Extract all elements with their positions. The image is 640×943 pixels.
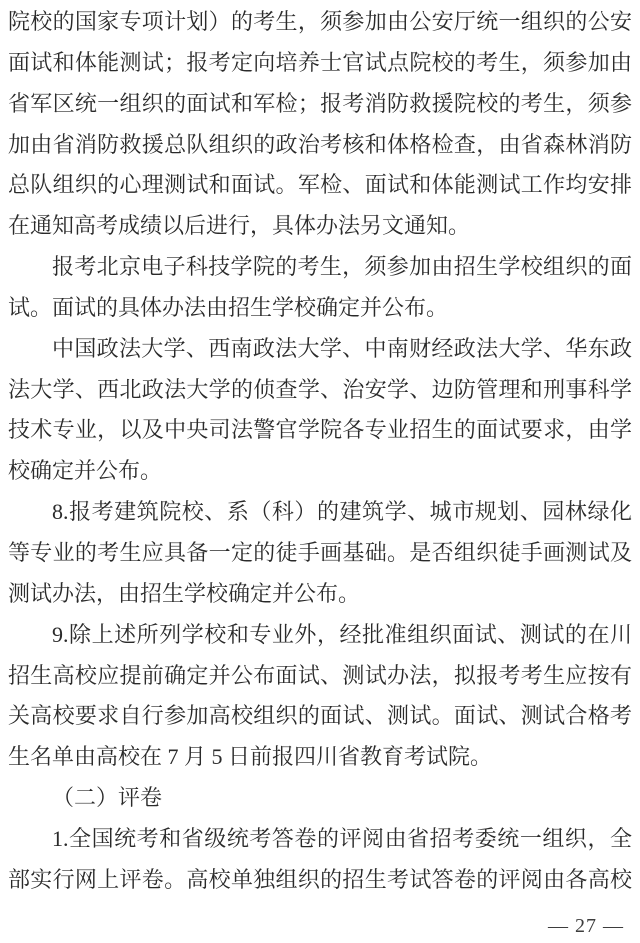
text-line: 法大学、西北政法大学的侦查学、治安学、边防管理和刑事科学: [8, 376, 632, 402]
text-line: 技术专业，以及中央司法警官学院各专业招生的面试要求，由学: [8, 417, 632, 443]
text-line: 8.报考建筑院校、系（科）的建筑学、城市规划、园林绿化: [52, 499, 632, 525]
text-line: 9.除上述所列学校和专业外，经批准组织面试、测试的在川: [52, 621, 632, 647]
text-line: 试。面试的具体办法由招生学校确定并公布。: [8, 294, 449, 320]
text-line: 等专业的考生应具备一定的徒手画基础。是否组织徒手画测试及: [8, 539, 632, 565]
text-line: 报考北京电子科技学院的考生，须参加由招生学校组织的面: [52, 254, 632, 280]
text-line: 测试办法，由招生学校确定并公布。: [8, 580, 361, 606]
text-line: 面试和体能测试；报考定向培养士官试点院校的考生，须参加由: [8, 49, 632, 75]
text-line: 1.全国统考和省级统考答卷的评阅由省招考委统一组织，全: [52, 825, 632, 851]
page-number: — 27 —: [548, 915, 624, 937]
text-line: 院校的国家专项计划）的考生，须参加由公安厅统一组织的公安: [8, 9, 632, 34]
text-line: 校确定并公布。: [8, 458, 163, 484]
text-line: 关高校要求自行参加高校组织的面试、测试。面试、测试合格考: [8, 703, 632, 729]
document-body: [8, 2, 632, 901]
text-line: 省军区统一组织的面试和军检；报考消防救援院校的考生，须参: [8, 90, 632, 116]
section-heading: （二）评卷: [52, 785, 163, 811]
text-line: 总队组织的心理测试和面试。军检、面试和体能测试工作均安排: [8, 172, 632, 198]
text-line: 招生高校应提前确定并公布面试、测试办法，拟报考考生应按有: [8, 662, 632, 688]
text-line: 在通知高考成绩以后进行，具体办法另文通知。: [8, 213, 471, 239]
text-line: 加由省消防救援总队组织的政治考核和体格检查，由省森林消防: [8, 131, 632, 157]
text-line: 部实行网上评卷。高校单独组织的招生考试答卷的评阅由各高校: [8, 866, 632, 892]
text-line: 生名单由高校在 7 月 5 日前报四川省教育考试院。: [8, 744, 493, 770]
text-line: 中国政法大学、西南政法大学、中南财经政法大学、华东政: [52, 335, 632, 361]
